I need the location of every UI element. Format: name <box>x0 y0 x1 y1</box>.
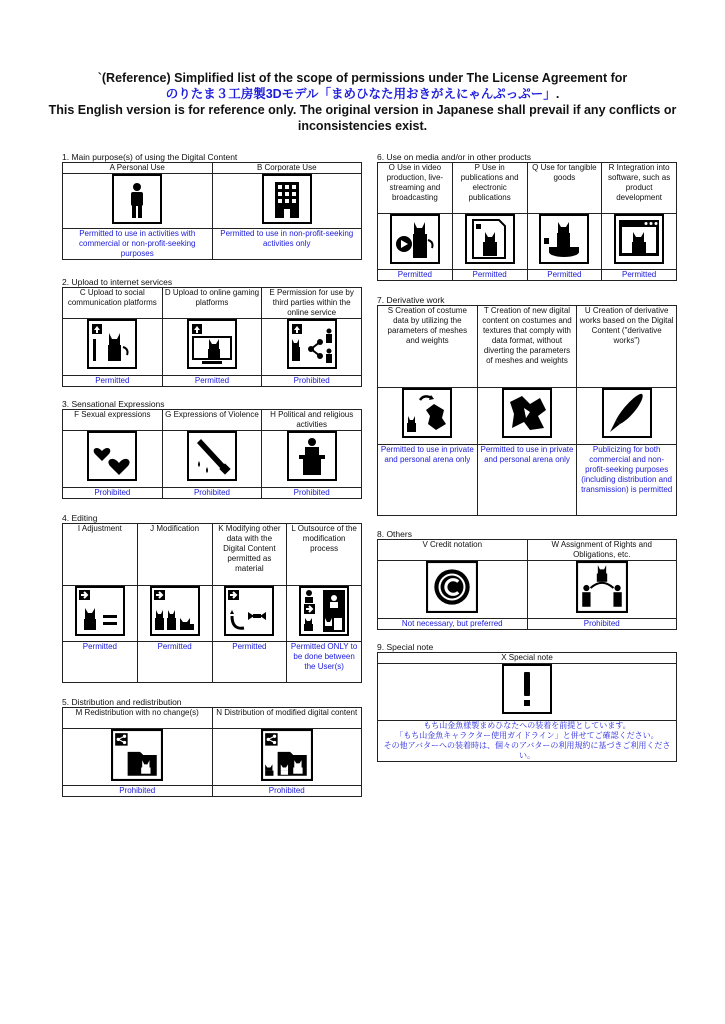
section-title: 1. Main purpose(s) of using the Digital Content <box>62 152 238 162</box>
status-text: Prohibited <box>262 376 362 387</box>
status-text: Permitted ONLY to be done between the User(s) <box>287 642 362 683</box>
header-line-2: のりたま３工房製3Dモデル「まめひなた用おきがえにゃんぷっぷー」. <box>165 87 560 101</box>
material-icon <box>224 586 274 636</box>
status-text: Prohibited <box>212 786 362 797</box>
exclamation-icon <box>502 664 552 714</box>
status-text: Permitted to use in private and personal arena only <box>378 445 478 516</box>
status-text: Prohibited <box>162 488 262 499</box>
section-derivative <box>377 295 677 516</box>
section-upload <box>62 277 362 387</box>
col-label: A Personal Use <box>63 163 213 174</box>
redistribute-icon <box>111 729 163 781</box>
col-label: B Corporate Use <box>212 163 362 174</box>
distribute-modified-icon <box>261 729 313 781</box>
status-text: Permitted <box>162 376 262 387</box>
section-title: 3. Sensational Expressions <box>62 399 165 409</box>
special-note-text <box>378 721 677 762</box>
software-icon <box>614 214 664 264</box>
hearts-icon <box>87 431 137 481</box>
col-label: F Sexual expressions <box>63 410 163 431</box>
status-text: Permitted to use in private and personal arena only <box>477 445 577 516</box>
col-label: W Assignment of Rights and Obligations, etc. <box>527 540 677 561</box>
status-text: Prohibited <box>527 619 677 630</box>
adjust-icon <box>75 586 125 636</box>
col-label: D Upload to online gaming platforms <box>162 288 262 319</box>
section-title: 5. Distribution and redistribution <box>62 697 182 707</box>
status-text: Permitted <box>63 376 163 387</box>
section-others <box>377 529 677 630</box>
status-text: Permitted <box>527 270 602 281</box>
new-content-icon <box>502 388 552 438</box>
publication-icon <box>465 214 515 264</box>
status-text: Permitted <box>63 642 138 683</box>
note-line: 「もち山金魚キャラクター使用ガイドライン」と併せてご確認ください。 <box>395 731 659 740</box>
status-text: Permitted to use in non-profit-seeking activities only <box>212 229 362 260</box>
copyright-icon <box>426 561 478 613</box>
col-label: I Adjustment <box>63 524 138 586</box>
col-label: P Use in publications and electronic publications <box>452 163 527 214</box>
col-label: H Political and religious activities <box>262 410 362 431</box>
status-text: Permitted <box>602 270 677 281</box>
col-label: Q Use for tangible goods <box>527 163 602 214</box>
podium-icon <box>287 431 337 481</box>
col-label: L Outsource of the modification process <box>287 524 362 586</box>
col-label: V Credit notation <box>378 540 528 561</box>
upload-gaming-icon <box>187 319 237 369</box>
header-line-3: This English version is for reference only. The original version in Japanese shall prevail if any conflicts or inconsistencies exist. <box>48 103 677 133</box>
share-third-party-icon <box>287 319 337 369</box>
section-special-note <box>377 642 677 762</box>
section-media <box>377 152 677 281</box>
upload-social-icon <box>87 319 137 369</box>
status-text: Prohibited <box>63 488 163 499</box>
col-label: O Use in video production, live-streaming and broadcasting <box>378 163 453 214</box>
section-title: 2. Upload to internet services <box>62 277 173 287</box>
goods-icon <box>539 214 589 264</box>
section-title: 7. Derivative work <box>377 295 445 305</box>
section-distribution <box>62 697 362 797</box>
modify-icon <box>150 586 200 636</box>
status-text: Permitted to use in activities with commercial or non-profit-seeking purposes <box>63 229 213 260</box>
video-icon <box>390 214 440 264</box>
status-text: Permitted <box>137 642 212 683</box>
section-title: 6. Use on media and/or in other products <box>377 152 532 162</box>
col-label: N Distribution of modified digital content <box>212 708 362 729</box>
col-label: E Permission for use by third parties within the online service <box>262 288 362 319</box>
section-title: 4. Editing <box>62 513 98 523</box>
header-line-1: `(Reference) Simplified list of the scope of permissions under The License Agreement for <box>97 71 628 85</box>
person-icon <box>112 174 162 224</box>
building-icon <box>262 174 312 224</box>
product-name: のりたま３工房製3Dモデル「まめひなた用おきがえにゃんぷっぷー」 <box>165 87 556 101</box>
status-text: Prohibited <box>63 786 213 797</box>
status-text: Prohibited <box>262 488 362 499</box>
col-label: K Modifying other data with the Digital Content permitted as material <box>212 524 287 586</box>
costume-data-icon <box>402 388 452 438</box>
knife-icon <box>187 431 237 481</box>
col-label: G Expressions of Violence <box>162 410 262 431</box>
section-title: 8. Others <box>377 529 412 539</box>
section-title: 9. Special note <box>377 642 434 652</box>
status-text: Permitted <box>378 270 453 281</box>
col-label: R Integration into software, such as product development <box>602 163 677 214</box>
status-text: Permitted <box>212 642 287 683</box>
col-label: U Creation of derivative works based on the Digital Content ("derivative works") <box>577 306 677 388</box>
col-label: S Creation of costume data by utilizing the parameters of meshes and weights <box>378 306 478 388</box>
note-line: もち山金魚様製まめひなたへの装着を前提としています。 <box>423 721 631 730</box>
outsource-icon <box>299 586 349 636</box>
section-sensational <box>62 399 362 499</box>
col-label: X Special note <box>378 653 677 664</box>
col-label: M Redistribution with no change(s) <box>63 708 213 729</box>
col-label: J Modification <box>137 524 212 586</box>
status-text: Not necessary, but preferred <box>378 619 528 630</box>
note-line: その他アバターへの装着時は、個々のアバターの利用規約に基づきご利用ください。 <box>383 741 671 760</box>
document-header <box>40 70 685 134</box>
section-main-purpose <box>62 152 362 260</box>
pen-icon <box>602 388 652 438</box>
col-label: C Upload to social communication platforms <box>63 288 163 319</box>
assignment-icon <box>576 561 628 613</box>
section-editing <box>62 513 362 683</box>
status-text: Permitted <box>452 270 527 281</box>
status-text: Publicizing for both commercial and non-profit-seeking purposes (including distribution and transmission) is permitted <box>577 445 677 516</box>
col-label: T Creation of new digital content on costumes and textures that comply with data format, without diverting the parameters of meshes and weights <box>477 306 577 388</box>
